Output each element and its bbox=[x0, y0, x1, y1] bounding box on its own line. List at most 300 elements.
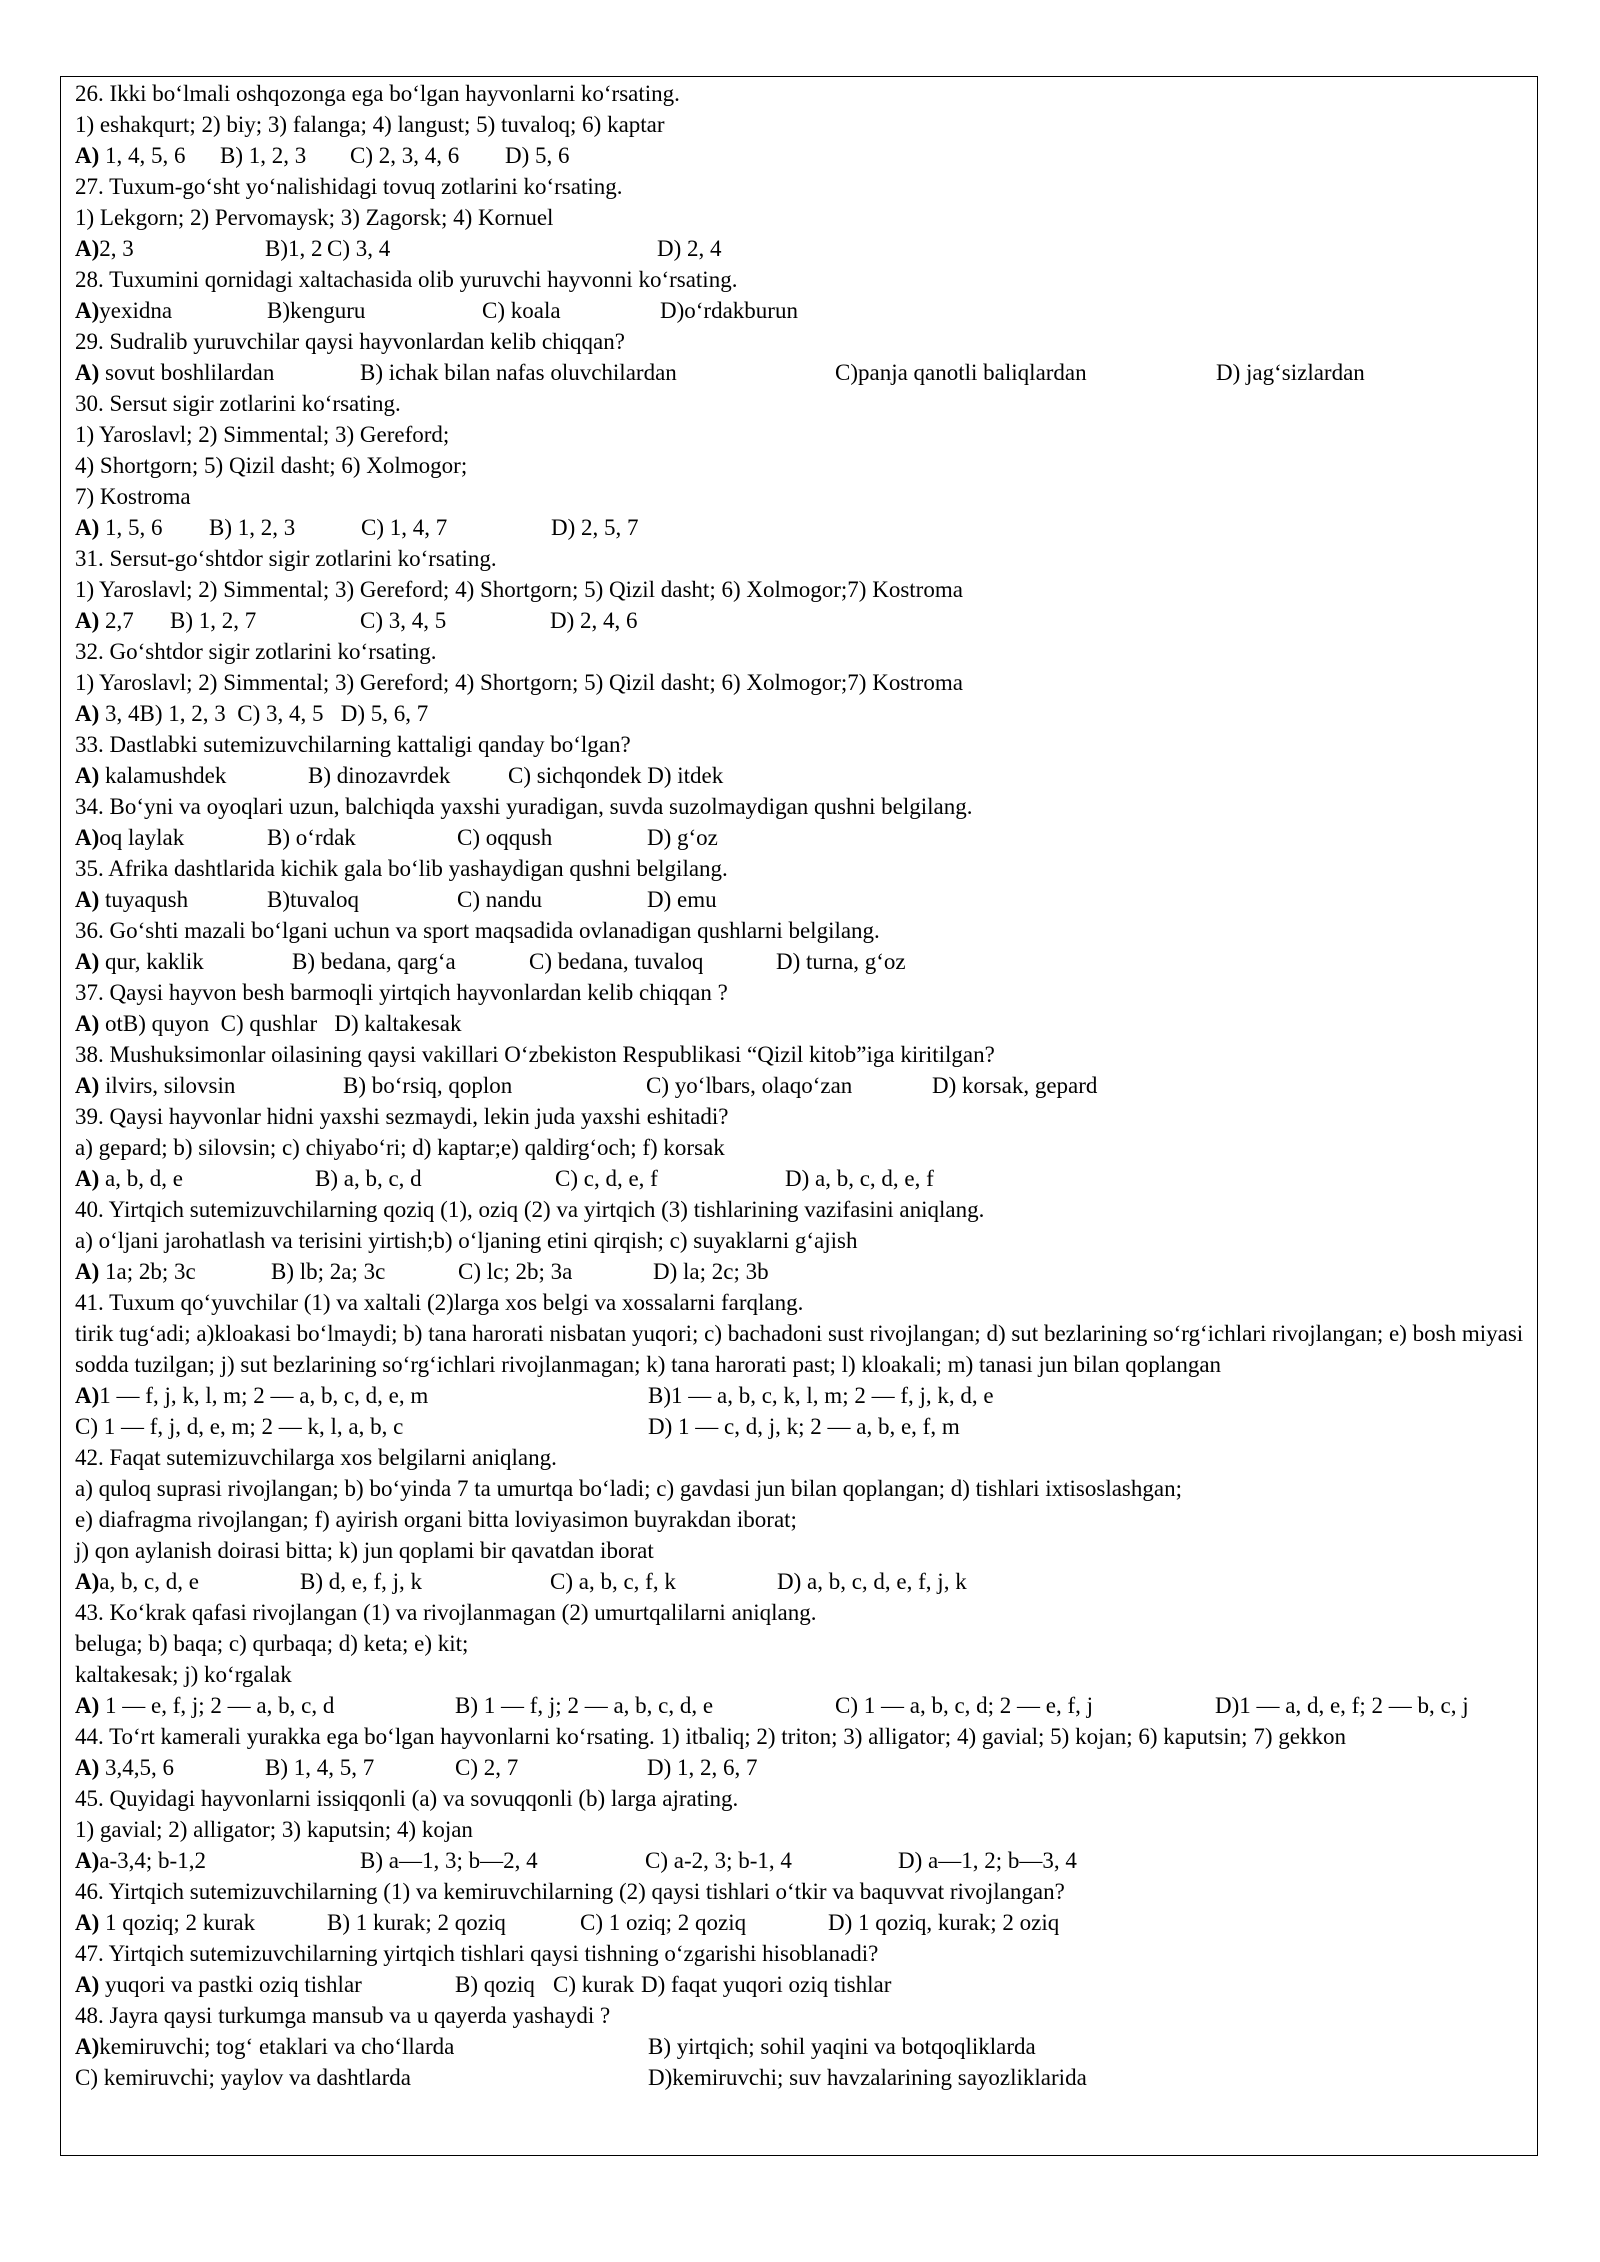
answer-option-a bbox=[75, 140, 220, 171]
segment-text: 47. Yirtqich sutemizuvchilarning yirtqich tishlari qaysi tishning o‘zgarishi hisoblanadi? bbox=[75, 1941, 879, 1966]
text-segment bbox=[647, 822, 718, 853]
text-segment bbox=[75, 1876, 1065, 1907]
text-line bbox=[75, 171, 1535, 202]
segment-text: 3, 4B) 1, 2, 3 C) 3, 4, 5 D) 5, 6, 7 bbox=[99, 701, 429, 726]
segment-text: 28. Tuxumini qornidagi xaltachasida olib yuruvchi hayvonni ko‘rsating. bbox=[75, 267, 738, 292]
answer-option-a bbox=[75, 1008, 461, 1039]
segment-text: C) yo‘lbars, olaqo‘zan bbox=[646, 1073, 853, 1098]
text-line bbox=[75, 450, 1535, 481]
segment-text: a, b, d, e bbox=[99, 1166, 183, 1191]
option-key: A) bbox=[75, 608, 100, 633]
segment-text: 37. Qaysi hayvon besh barmoqli yirtqich hayvonlardan kelib chiqqan ? bbox=[75, 980, 728, 1005]
text-segment bbox=[360, 357, 835, 388]
text-line bbox=[75, 264, 1535, 295]
segment-text: 31. Sersut-go‘shtdor sigir zotlarini ko‘rsating. bbox=[75, 546, 497, 571]
option-key: A) bbox=[75, 1848, 100, 1873]
segment-text: 46. Yirtqich sutemizuvchilarning (1) va kemiruvchilarning (2) qaysi tishlari o‘tkir va baquvvat rivojlangan? bbox=[75, 1879, 1065, 1904]
segment-text: D) emu bbox=[647, 887, 717, 912]
segment-text: D) 1 — c, d, j, k; 2 — a, b, e, f, m bbox=[648, 1414, 960, 1439]
text-line bbox=[75, 574, 1535, 605]
text-segment bbox=[75, 1225, 857, 1256]
text-line bbox=[75, 1721, 1535, 1752]
segment-text: 2, 3 bbox=[99, 236, 134, 261]
text-line bbox=[75, 357, 1535, 388]
text-line bbox=[75, 1597, 1535, 1628]
text-segment bbox=[343, 1070, 646, 1101]
text-segment bbox=[75, 1194, 984, 1225]
text-segment bbox=[327, 1907, 580, 1938]
segment-text: C) oqqush bbox=[457, 825, 553, 850]
text-line bbox=[75, 2000, 1535, 2031]
segment-text: D) la; 2c; 3b bbox=[653, 1259, 769, 1284]
segment-text: C) kemiruvchi; yaylov va dashtlarda bbox=[75, 2065, 411, 2090]
segment-text: a, b, c, d, e bbox=[99, 1569, 199, 1594]
text-segment bbox=[898, 1845, 1077, 1876]
text-segment bbox=[267, 822, 457, 853]
text-segment bbox=[209, 512, 361, 543]
text-segment bbox=[75, 977, 728, 1008]
text-segment bbox=[75, 1132, 725, 1163]
segment-text: 1) Lekgorn; 2) Pervomaysk; 3) Zagorsk; 4) Kornuel bbox=[75, 205, 554, 230]
text-segment bbox=[75, 1628, 468, 1659]
text-segment bbox=[75, 419, 449, 450]
segment-text: C) 2, 7 bbox=[455, 1755, 519, 1780]
text-segment bbox=[75, 853, 728, 884]
segment-text: B) bo‘rsiq, qoplon bbox=[343, 1073, 513, 1098]
segment-text: qur, kaklik bbox=[99, 949, 204, 974]
option-key: A) bbox=[75, 701, 100, 726]
text-segment bbox=[75, 202, 553, 233]
segment-text: B) 1, 4, 5, 7 bbox=[265, 1755, 375, 1780]
option-key: A) bbox=[75, 360, 100, 385]
text-line bbox=[75, 140, 1535, 171]
answer-option-a bbox=[75, 295, 267, 326]
text-line bbox=[75, 1814, 1535, 1845]
text-line bbox=[75, 1969, 1535, 2000]
segment-text: C) koala bbox=[482, 298, 561, 323]
text-line bbox=[75, 1938, 1535, 1969]
option-key: A) bbox=[75, 1011, 100, 1036]
segment-text: B) a—1, 3; b—2, 4 bbox=[360, 1848, 538, 1873]
text-segment bbox=[75, 1321, 1523, 1377]
text-segment bbox=[75, 574, 963, 605]
segment-text: yexidna bbox=[99, 298, 173, 323]
segment-text: 1) Yaroslavl; 2) Simmental; 3) Gereford; 4) Shortgorn; 5) Qizil dasht; 6) Xolmogor;7) Kostroma bbox=[75, 670, 963, 695]
text-line bbox=[75, 388, 1535, 419]
answer-option-a bbox=[75, 1163, 315, 1194]
segment-text: ilvirs, silovsin bbox=[99, 1073, 236, 1098]
segment-text: e) diafragma rivojlangan; f) ayirish organi bitta loviyasimon buyrakdan iborat; bbox=[75, 1507, 797, 1532]
segment-text: C) kurak bbox=[553, 1972, 635, 1997]
option-key: A) bbox=[75, 1693, 100, 1718]
option-key: A) bbox=[75, 236, 100, 261]
text-segment bbox=[785, 1163, 934, 1194]
text-segment bbox=[647, 884, 717, 915]
segment-text: B)1 — a, b, c, k, l, m; 2 — f, j, k, d, e bbox=[648, 1383, 994, 1408]
segment-text: 42. Faqat sutemizuvchilarga xos belgilarni aniqlang. bbox=[75, 1445, 557, 1470]
text-segment bbox=[648, 2062, 1087, 2093]
text-line bbox=[75, 636, 1535, 667]
segment-text: kalamushdek bbox=[99, 763, 227, 788]
text-segment bbox=[75, 109, 665, 140]
segment-text: 36. Go‘shti mazali bo‘lgani uchun va sport maqsadida ovlanadigan qushlarni belgilang. bbox=[75, 918, 880, 943]
segment-text: 1 — f, j, k, l, m; 2 — a, b, c, d, e, m bbox=[99, 1383, 429, 1408]
segment-text: D) g‘oz bbox=[647, 825, 718, 850]
option-key: A) bbox=[75, 298, 100, 323]
text-segment bbox=[75, 1814, 473, 1845]
answer-option-a bbox=[75, 1690, 455, 1721]
answer-option-a bbox=[75, 822, 267, 853]
segment-text: 2,7 bbox=[99, 608, 134, 633]
text-segment bbox=[75, 791, 972, 822]
text-line bbox=[75, 667, 1535, 698]
segment-text: C) 3, 4, 5 bbox=[360, 608, 447, 633]
option-key: A) bbox=[75, 1073, 100, 1098]
text-segment bbox=[647, 1752, 758, 1783]
text-line bbox=[75, 1194, 1535, 1225]
segment-text: tuyaqush bbox=[99, 887, 189, 912]
option-key: A) bbox=[75, 825, 100, 850]
text-segment bbox=[482, 295, 660, 326]
segment-text: C) c, d, e, f bbox=[555, 1166, 658, 1191]
text-line bbox=[75, 1504, 1535, 1535]
text-segment bbox=[75, 1724, 1346, 1749]
text-line bbox=[75, 2031, 1535, 2062]
text-line bbox=[75, 1101, 1535, 1132]
option-key: A) bbox=[75, 1166, 100, 1191]
option-key: A) bbox=[75, 2034, 100, 2059]
text-segment bbox=[75, 2062, 648, 2093]
segment-text: a-3,4; b-1,2 bbox=[99, 1848, 206, 1873]
segment-text: 44. To‘rt kamerali yurakka ega bo‘lgan hayvonlarni ko‘rsating. 1) itbaliq; 2) triton; 3) alligator; 4) gavial; 5) kojan; 6) kaputsin; 7) gekkon bbox=[75, 1724, 1346, 1749]
text-line bbox=[75, 543, 1535, 574]
text-line bbox=[75, 1256, 1535, 1287]
text-segment bbox=[550, 605, 638, 636]
segment-text: B) a, b, c, d bbox=[315, 1166, 422, 1191]
segment-text: D) 1 qoziq, kurak; 2 oziq bbox=[828, 1910, 1060, 1935]
segment-text: D)o‘rdakburun bbox=[660, 298, 798, 323]
text-segment bbox=[75, 264, 737, 295]
text-segment bbox=[361, 512, 551, 543]
segment-text: D) 2, 5, 7 bbox=[551, 515, 639, 540]
segment-text: D) turna, g‘oz bbox=[776, 949, 906, 974]
answer-option-a bbox=[75, 233, 265, 264]
text-line bbox=[75, 853, 1535, 884]
text-line bbox=[75, 1845, 1535, 1876]
text-line bbox=[75, 1628, 1535, 1659]
segment-text: tirik tug‘adi; a)kloakasi bo‘lmaydi; b) tana harorati nisbatan yuqori; c) bachadoni sust rivojlangan; d) sut bezlarining so‘rg‘ichlari rivojlangan; e) bosh miyasi sodda tuzilgan; j) sut bezlarining so‘rg‘ichlari rivojlanmagan; k) tana harorati past; l) kloakali; m) tanasi jun bilan qoplangan bbox=[75, 1321, 1524, 1377]
text-segment bbox=[271, 1256, 458, 1287]
text-segment bbox=[835, 357, 1216, 388]
text-line bbox=[75, 1907, 1535, 1938]
text-segment bbox=[551, 512, 639, 543]
option-key: A) bbox=[75, 1569, 100, 1594]
text-line bbox=[75, 1008, 1535, 1039]
text-segment bbox=[267, 884, 457, 915]
text-segment bbox=[458, 1256, 653, 1287]
text-line bbox=[75, 1473, 1535, 1504]
text-segment bbox=[75, 1039, 995, 1070]
segment-text: 32. Go‘shtdor sigir zotlarini ko‘rsating. bbox=[75, 639, 437, 664]
text-segment bbox=[308, 760, 508, 791]
text-segment bbox=[75, 1411, 648, 1442]
segment-text: 27. Tuxum-go‘sht yo‘nalishidagi tovuq zotlarini ko‘rsating. bbox=[75, 174, 623, 199]
text-segment bbox=[645, 1845, 898, 1876]
segment-text: oq laylak bbox=[99, 825, 185, 850]
text-segment bbox=[75, 450, 467, 481]
segment-text: B) dinozavrdek bbox=[308, 763, 451, 788]
text-segment bbox=[75, 171, 623, 202]
text-line bbox=[75, 1163, 1535, 1194]
segment-text: B) 1, 2, 7 bbox=[170, 608, 257, 633]
text-line bbox=[75, 1039, 1535, 1070]
option-key: A) bbox=[75, 949, 100, 974]
text-segment bbox=[265, 233, 327, 264]
text-segment bbox=[360, 605, 550, 636]
segment-text: 30. Sersut sigir zotlarini ko‘rsating. bbox=[75, 391, 401, 416]
segment-text: B) bedana, qarg‘a bbox=[292, 949, 456, 974]
segment-text: D)1 — a, d, e, f; 2 — b, c, j bbox=[1215, 1693, 1469, 1718]
text-line bbox=[75, 1225, 1535, 1256]
text-segment bbox=[660, 295, 798, 326]
segment-text: 1) Yaroslavl; 2) Simmental; 3) Gereford; 4) Shortgorn; 5) Qizil dasht; 6) Xolmogor;7) Kostroma bbox=[75, 577, 963, 602]
answer-option-a bbox=[75, 1907, 327, 1938]
answer-option-a bbox=[75, 1566, 300, 1597]
segment-text: D) faqat yuqori oziq tishlar bbox=[641, 1972, 892, 1997]
text-line bbox=[75, 1752, 1535, 1783]
text-line bbox=[75, 1566, 1535, 1597]
segment-text: C) 3, 4 bbox=[327, 236, 391, 261]
option-key: A) bbox=[75, 143, 100, 168]
segment-text: D) a, b, c, d, e, f, j, k bbox=[777, 1569, 967, 1594]
segment-text: yuqori va pastki oziq tishlar bbox=[99, 1972, 362, 1997]
text-segment bbox=[653, 1256, 769, 1287]
segment-text: C) a-2, 3; b-1, 4 bbox=[645, 1848, 792, 1873]
segment-text: B) o‘rdak bbox=[267, 825, 356, 850]
segment-text: 1 qoziq; 2 kurak bbox=[99, 1910, 256, 1935]
segment-text: C) sichqondek D) itdek bbox=[508, 763, 724, 788]
answer-option-a bbox=[75, 605, 170, 636]
segment-text: 29. Sudralib yuruvchilar qaysi hayvonlardan kelib chiqqan? bbox=[75, 329, 625, 354]
segment-text: B) 1 kurak; 2 qoziq bbox=[327, 1910, 506, 1935]
answer-option-a bbox=[75, 698, 428, 729]
text-segment bbox=[292, 946, 529, 977]
segment-text: B) 1 — f, j; 2 — a, b, c, d, e bbox=[455, 1693, 714, 1718]
segment-text: 1a; 2b; 3c bbox=[99, 1259, 196, 1284]
segment-text: D) 2, 4, 6 bbox=[550, 608, 638, 633]
text-segment bbox=[75, 1101, 728, 1132]
text-segment bbox=[315, 1163, 555, 1194]
segment-text: D) 2, 4 bbox=[657, 236, 722, 261]
text-line bbox=[75, 202, 1535, 233]
text-segment bbox=[75, 1535, 654, 1566]
segment-text: 26. Ikki bo‘lmali oshqozonga ega bo‘lgan hayvonlarni ko‘rsating. bbox=[75, 81, 680, 106]
text-line bbox=[75, 419, 1535, 450]
segment-text: B) qoziq bbox=[455, 1972, 535, 1997]
segment-text: D) jag‘sizlardan bbox=[1216, 360, 1365, 385]
text-line bbox=[75, 822, 1535, 853]
text-segment bbox=[553, 1969, 641, 2000]
segment-text: C) a, b, c, f, k bbox=[550, 1569, 676, 1594]
text-segment bbox=[267, 295, 482, 326]
text-segment bbox=[75, 78, 680, 109]
segment-text: beluga; b) baqa; c) qurbaqa; d) keta; e) kit; bbox=[75, 1631, 469, 1656]
text-line bbox=[75, 760, 1535, 791]
text-segment bbox=[776, 946, 906, 977]
text-line bbox=[75, 78, 1535, 109]
text-line bbox=[75, 1783, 1535, 1814]
answer-option-a bbox=[75, 1256, 271, 1287]
text-segment bbox=[455, 1690, 835, 1721]
option-key: A) bbox=[75, 1755, 100, 1780]
segment-text: otB) quyon C) qushlar D) kaltakesak bbox=[99, 1011, 462, 1036]
answer-option-a bbox=[75, 1845, 360, 1876]
segment-text: B) lb; 2a; 3c bbox=[271, 1259, 386, 1284]
text-line bbox=[75, 326, 1535, 357]
text-segment bbox=[75, 1938, 878, 1969]
option-key: A) bbox=[75, 887, 100, 912]
text-line bbox=[75, 1690, 1535, 1721]
segment-text: B) yirtqich; sohil yaqini va botqoqliklarda bbox=[648, 2034, 1036, 2059]
segment-text: 1, 4, 5, 6 bbox=[99, 143, 186, 168]
segment-text: 1) Yaroslavl; 2) Simmental; 3) Gereford; bbox=[75, 422, 450, 447]
segment-text: 35. Afrika dashtlarida kichik gala bo‘lib yashaydigan qushni belgilang. bbox=[75, 856, 728, 881]
text-line bbox=[75, 605, 1535, 636]
segment-text: C) 2, 3, 4, 6 bbox=[350, 143, 460, 168]
text-segment bbox=[455, 1752, 647, 1783]
text-line bbox=[75, 2062, 1535, 2093]
segment-text: 1, 5, 6 bbox=[99, 515, 163, 540]
option-key: A) bbox=[75, 1910, 100, 1935]
text-line bbox=[75, 729, 1535, 760]
text-segment bbox=[265, 1752, 455, 1783]
text-segment bbox=[580, 1907, 828, 1938]
segment-text: C) 1 — a, b, c, d; 2 — e, f, j bbox=[835, 1693, 1094, 1718]
text-segment bbox=[75, 1473, 1182, 1504]
text-segment bbox=[777, 1566, 967, 1597]
segment-text: a) o‘ljani jarohatlash va terisini yirtish;b) o‘ljaning etini qirqish; c) suyaklarni g‘ajish bbox=[75, 1228, 858, 1253]
segment-text: 40. Yirtqich sutemizuvchilarning qoziq (1), oziq (2) va yirtqich (3) tishlarining vazifasini aniqlang. bbox=[75, 1197, 985, 1222]
segment-text: D) 5, 6 bbox=[505, 143, 570, 168]
text-segment bbox=[555, 1163, 785, 1194]
text-line bbox=[75, 295, 1535, 326]
text-line bbox=[75, 1876, 1535, 1907]
option-key: A) bbox=[75, 1383, 100, 1408]
text-segment bbox=[455, 1969, 553, 2000]
option-key: A) bbox=[75, 1972, 100, 1997]
answer-option-a bbox=[75, 760, 308, 791]
text-line bbox=[75, 915, 1535, 946]
text-segment bbox=[75, 915, 880, 946]
text-line bbox=[75, 1287, 1535, 1318]
segment-text: C) lc; 2b; 3a bbox=[458, 1259, 573, 1284]
text-segment bbox=[75, 1442, 557, 1473]
text-segment bbox=[220, 140, 350, 171]
segment-text: 45. Quyidagi hayvonlarni issiqqonli (a) va sovuqqonli (b) larga ajrating. bbox=[75, 1786, 739, 1811]
answer-option-a bbox=[75, 946, 292, 977]
text-segment bbox=[657, 233, 722, 264]
text-segment bbox=[457, 884, 647, 915]
text-segment bbox=[75, 1287, 803, 1318]
segment-text: kemiruvchi; tog‘ etaklari va cho‘llarda bbox=[99, 2034, 455, 2059]
segment-text: 34. Bo‘yni va oyoqlari uzun, balchiqda yaxshi yuradigan, suvda suzolmaydigan qushni belgilang. bbox=[75, 794, 973, 819]
segment-text: a) gepard; b) silovsin; c) chiyabo‘ri; d) kaptar;e) qaldirg‘och; f) korsak bbox=[75, 1135, 725, 1160]
text-line bbox=[75, 1132, 1535, 1163]
text-segment bbox=[1216, 357, 1365, 388]
text-segment bbox=[170, 605, 360, 636]
text-line bbox=[75, 1070, 1535, 1101]
segment-text: D) korsak, gepard bbox=[932, 1073, 1098, 1098]
answer-option-a bbox=[75, 1380, 648, 1411]
text-line bbox=[75, 977, 1535, 1008]
text-line bbox=[75, 884, 1535, 915]
text-line bbox=[75, 1659, 1535, 1690]
text-segment bbox=[350, 140, 505, 171]
segment-text: 33. Dastlabki sutemizuvchilarning kattaligi qanday bo‘lgan? bbox=[75, 732, 631, 757]
text-segment bbox=[828, 1907, 1059, 1938]
segment-text: 39. Qaysi hayvonlar hidni yaxshi sezmaydi, lekin juda yaxshi eshitadi? bbox=[75, 1104, 729, 1129]
segment-text: D) 1, 2, 6, 7 bbox=[647, 1755, 758, 1780]
text-line bbox=[75, 1380, 1535, 1411]
text-segment bbox=[646, 1070, 932, 1101]
segment-text: 41. Tuxum qo‘yuvchilar (1) va xaltali (2)larga xos belgi va xossalarni farqlang. bbox=[75, 1290, 804, 1315]
text-segment bbox=[75, 1783, 738, 1814]
answer-option-a bbox=[75, 1752, 265, 1783]
text-segment bbox=[932, 1070, 1097, 1101]
segment-text: 4) Shortgorn; 5) Qizil dasht; 6) Xolmogor; bbox=[75, 453, 468, 478]
text-segment bbox=[75, 2000, 610, 2031]
option-key: A) bbox=[75, 515, 100, 540]
text-segment bbox=[75, 667, 963, 698]
text-segment bbox=[508, 760, 723, 791]
answer-option-a bbox=[75, 884, 267, 915]
text-segment bbox=[648, 1411, 960, 1442]
segment-text: B) d, e, f, j, k bbox=[300, 1569, 423, 1594]
text-segment bbox=[75, 1659, 292, 1690]
segment-text: a) quloq suprasi rivojlangan; b) bo‘yinda 7 ta umurtqa bo‘ladi; c) gavdasi jun bilan qoplangan; d) tishlari ixtisoslashgan; bbox=[75, 1476, 1182, 1501]
segment-text: C) 1 oziq; 2 qoziq bbox=[580, 1910, 747, 1935]
text-line bbox=[75, 1442, 1535, 1473]
text-line bbox=[75, 698, 1535, 729]
text-segment bbox=[75, 729, 631, 760]
text-segment bbox=[1215, 1690, 1469, 1721]
text-segment bbox=[648, 1380, 994, 1411]
segment-text: B) ichak bilan nafas oluvchilardan bbox=[360, 360, 677, 385]
text-segment bbox=[360, 1845, 645, 1876]
answer-option-a bbox=[75, 1070, 343, 1101]
text-line bbox=[75, 946, 1535, 977]
text-segment bbox=[835, 1690, 1215, 1721]
segment-text: B)tuvaloq bbox=[267, 887, 359, 912]
segment-text: 3,4,5, 6 bbox=[99, 1755, 175, 1780]
answer-option-a bbox=[75, 2031, 648, 2062]
text-segment bbox=[75, 636, 437, 667]
segment-text: 48. Jayra qaysi turkumga mansub va u qayerda yashaydi ? bbox=[75, 2003, 611, 2028]
text-line bbox=[75, 233, 1535, 264]
segment-text: D)kemiruvchi; suv havzalarining sayozliklarida bbox=[648, 2065, 1087, 2090]
text-segment bbox=[457, 822, 647, 853]
answer-option-a bbox=[75, 1969, 455, 2000]
text-line bbox=[75, 512, 1535, 543]
segment-text: sovut boshlilardan bbox=[99, 360, 275, 385]
segment-text: D) a—1, 2; b—3, 4 bbox=[898, 1848, 1077, 1873]
segment-text: 1 — e, f, j; 2 — a, b, c, d bbox=[99, 1693, 335, 1718]
text-segment bbox=[75, 481, 191, 512]
segment-text: C) nandu bbox=[457, 887, 542, 912]
test-questions bbox=[75, 78, 1535, 2093]
segment-text: 43. Ko‘krak qafasi rivojlangan (1) va rivojlanmagan (2) umurtqalilarni aniqlang. bbox=[75, 1600, 817, 1625]
option-key: A) bbox=[75, 1259, 100, 1284]
